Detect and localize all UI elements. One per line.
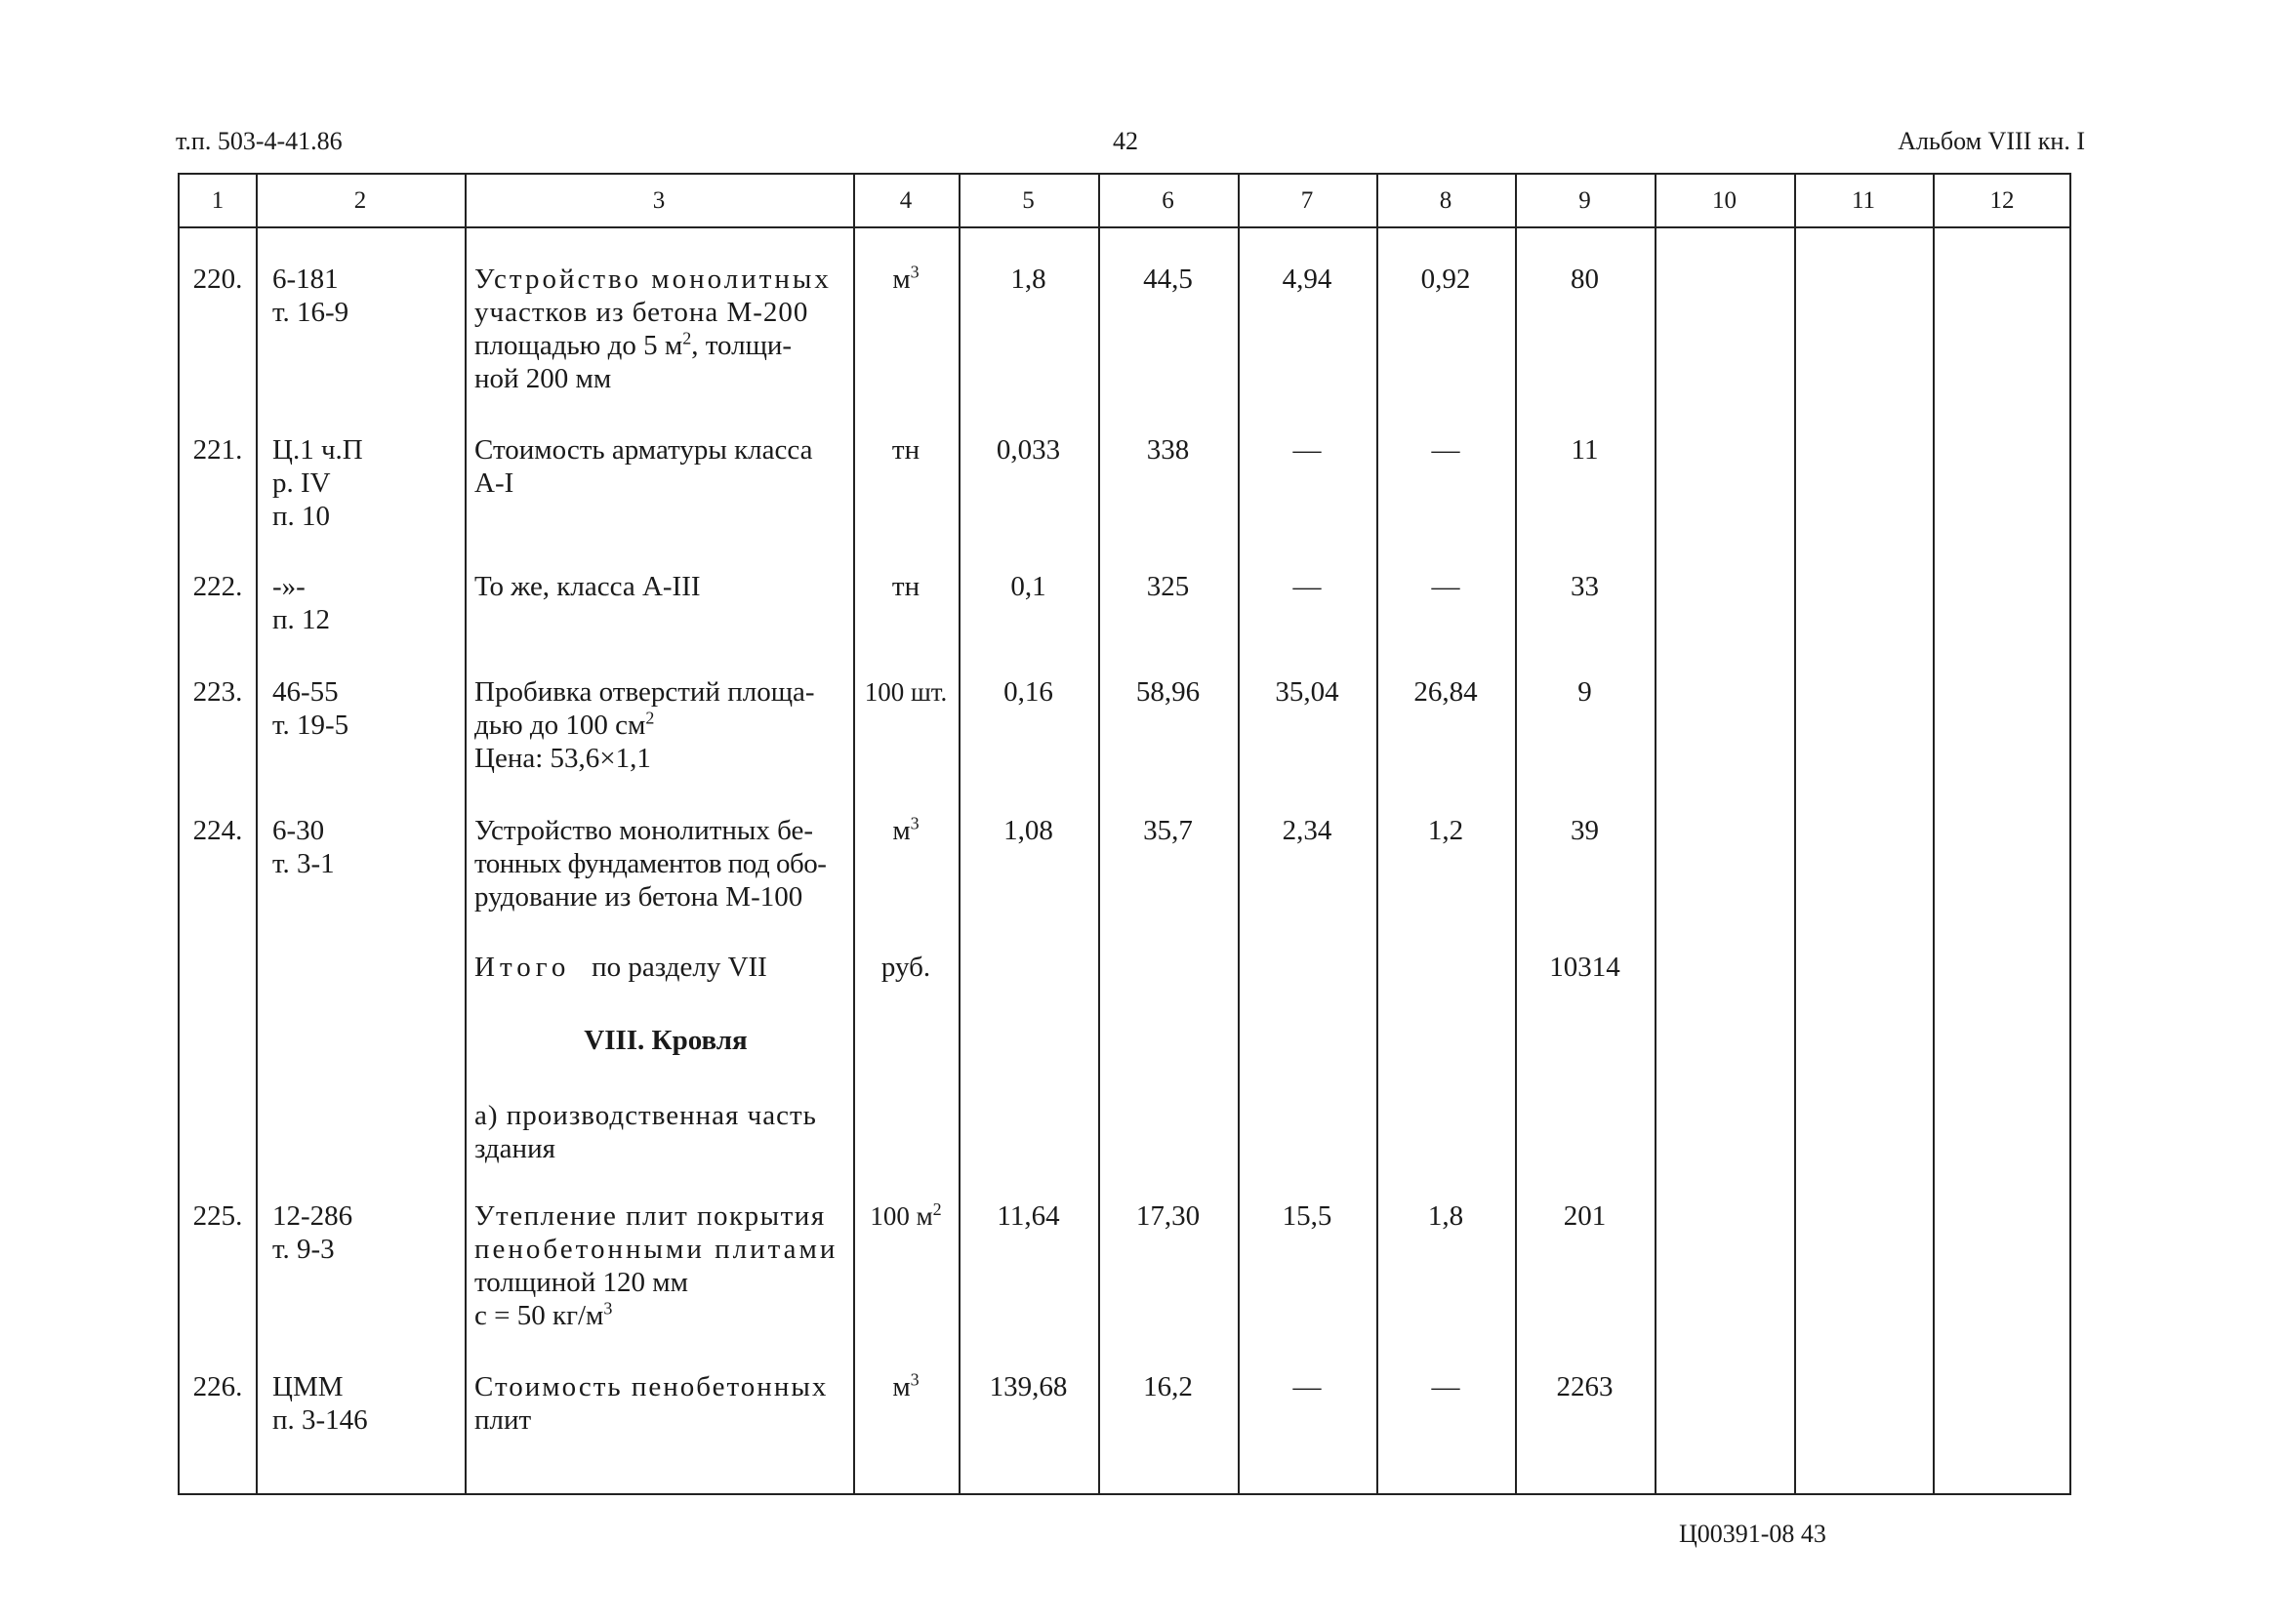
description-line: Цена: 53,6×1,1 xyxy=(474,743,651,774)
column-divider xyxy=(256,175,258,1493)
value-col8: 26,84 xyxy=(1413,676,1478,708)
work-description xyxy=(474,433,857,500)
section-title: VIII. Кровля xyxy=(584,1025,748,1056)
row-number: 221. xyxy=(192,434,243,466)
quantity: 1,08 xyxy=(1003,815,1053,846)
norm-code-line: 6-181 xyxy=(272,264,339,295)
norm-code xyxy=(272,570,468,636)
column-header: 7 xyxy=(1300,187,1314,214)
unit: $м^3$ xyxy=(892,813,920,846)
value-col6: 44,5 xyxy=(1143,264,1193,295)
norm-code xyxy=(272,1199,468,1266)
column-header: 6 xyxy=(1162,187,1174,214)
quantity: 11,64 xyxy=(997,1200,1060,1232)
norm-code-line: 12-286 xyxy=(272,1200,353,1232)
norm-code xyxy=(272,263,468,329)
quantity: 1,8 xyxy=(1010,264,1046,295)
footer-code: Ц00391-08 43 xyxy=(1679,1520,1826,1548)
value-col8: 1,8 xyxy=(1427,1200,1464,1232)
description-line: ной 200 мм xyxy=(474,363,612,394)
estimate-table xyxy=(178,173,2071,1495)
description-line: То же, класса А-III xyxy=(474,571,701,602)
unit: 100 шт. xyxy=(864,677,948,707)
description-line: Стоимость пенобетонных xyxy=(474,1371,829,1402)
total-label: Итого по разделу VII xyxy=(474,952,767,983)
work-description xyxy=(474,570,857,603)
value-col9: 33 xyxy=(1571,571,1599,602)
value-col9: 9 xyxy=(1577,676,1592,708)
value-col7: 35,04 xyxy=(1275,676,1339,708)
value-col7: 2,34 xyxy=(1282,815,1332,846)
unit: $м^3$ xyxy=(892,262,920,295)
column-header: 2 xyxy=(353,187,367,214)
column-header: 9 xyxy=(1578,187,1591,214)
value-col6: 17,30 xyxy=(1135,1200,1201,1232)
quantity: 0,033 xyxy=(996,434,1061,466)
description-line: плит xyxy=(474,1404,532,1436)
description-line: Стоимость арматуры класса xyxy=(474,434,813,466)
row-number: 223. xyxy=(192,676,243,708)
value-col8: — xyxy=(1431,571,1460,602)
description-line: участков из бетона М-200 xyxy=(474,297,809,328)
norm-code-line: т. 9-3 xyxy=(272,1234,335,1265)
column-header: 12 xyxy=(1989,187,2015,214)
unit: $м^3$ xyxy=(892,1369,920,1402)
quantity: 0,1 xyxy=(1010,571,1046,602)
subtitle-line: а) производственная часть xyxy=(474,1100,817,1131)
norm-code-line: т. 19-5 xyxy=(272,710,349,741)
value-col9: 39 xyxy=(1571,815,1599,846)
document-code: т.п. 503-4-41.86 xyxy=(176,127,343,155)
total-unit: руб. xyxy=(880,952,931,983)
subtitle-line: здания xyxy=(474,1133,555,1164)
unit: 100 $м^2$ xyxy=(870,1199,942,1231)
row-number: 224. xyxy=(192,815,243,846)
work-description xyxy=(474,1370,857,1437)
norm-code xyxy=(272,814,468,880)
norm-code-line: п. 10 xyxy=(272,501,331,532)
row-number: 222. xyxy=(192,571,243,602)
value-col7: 15,5 xyxy=(1282,1200,1332,1232)
value-col9: 80 xyxy=(1571,264,1599,295)
norm-code-line: п. 3-146 xyxy=(272,1404,368,1436)
value-col9: 201 xyxy=(1563,1200,1607,1232)
value-col8: 1,2 xyxy=(1427,815,1464,846)
row-number: 226. xyxy=(192,1371,243,1402)
quantity: 0,16 xyxy=(1003,676,1053,708)
description-line: дью до 100 $см^2$ xyxy=(474,708,655,741)
norm-code-line: 6-30 xyxy=(272,815,325,846)
work-description xyxy=(474,814,857,914)
description-line: Устройство монолитных бе- xyxy=(474,815,814,846)
column-header: 11 xyxy=(1851,187,1876,214)
album-label: Альбом VIII кн. I xyxy=(1898,127,2085,155)
norm-code xyxy=(272,1370,468,1437)
column-header: 5 xyxy=(1022,187,1035,214)
value-col7: — xyxy=(1292,571,1322,602)
value-col7: — xyxy=(1292,1371,1322,1402)
column-header: 1 xyxy=(211,187,225,214)
description-line: толщиной 120 мм xyxy=(474,1267,688,1298)
description-line: Устройство монолитных xyxy=(474,264,832,295)
value-col7: — xyxy=(1292,434,1322,466)
column-header: 3 xyxy=(652,187,666,214)
section-subtitle xyxy=(474,1099,857,1165)
description-line: Пробивка отверстий площа- xyxy=(474,676,815,708)
work-description xyxy=(474,263,857,395)
description-line: тонных фундаментов под обо- xyxy=(474,848,827,879)
unit: тн xyxy=(891,571,920,602)
norm-code xyxy=(272,433,468,533)
work-description xyxy=(474,675,857,775)
column-divider xyxy=(1794,175,1796,1493)
norm-code-line: -»- xyxy=(272,571,306,602)
quantity: 139,68 xyxy=(989,1371,1068,1402)
description-line: пенобетонными плитами xyxy=(474,1234,838,1265)
value-col6: 35,7 xyxy=(1143,815,1193,846)
row-number: 220. xyxy=(192,264,243,295)
norm-code-line: п. 12 xyxy=(272,604,331,635)
norm-code-line: 46-55 xyxy=(272,676,339,708)
description-line: с = 50 $кг/м^3$ xyxy=(474,1298,613,1331)
page-number: 42 xyxy=(1113,127,1138,155)
unit: тн xyxy=(891,434,920,466)
work-description xyxy=(474,1199,857,1332)
column-divider xyxy=(1933,175,1935,1493)
value-col6: 16,2 xyxy=(1143,1371,1193,1402)
value-col8: 0,92 xyxy=(1420,264,1471,295)
value-col6: 58,96 xyxy=(1135,676,1201,708)
norm-code-line: ЦММ xyxy=(272,1371,344,1402)
column-header: 4 xyxy=(899,187,913,214)
total-value: 10314 xyxy=(1549,952,1620,983)
norm-code-line: т. 16-9 xyxy=(272,297,349,328)
value-col9: 2263 xyxy=(1556,1371,1614,1402)
norm-code xyxy=(272,675,468,742)
norm-code-line: т. 3-1 xyxy=(272,848,335,879)
value-col8: — xyxy=(1431,1371,1460,1402)
column-header: 10 xyxy=(1712,187,1737,214)
value-col9: 11 xyxy=(1571,434,1599,466)
norm-code-line: Ц.1 ч.П xyxy=(272,434,363,466)
description-line: Утепление плит покрытия xyxy=(474,1200,826,1232)
column-number-row xyxy=(180,175,2069,228)
value-col6: 325 xyxy=(1146,571,1190,602)
value-col8: — xyxy=(1431,434,1460,466)
value-col6: 338 xyxy=(1146,434,1190,466)
description-line: рудование из бетона М-100 xyxy=(474,881,803,913)
description-line: площадью до 5 $м^2$, толщи- xyxy=(474,328,793,361)
row-number: 225. xyxy=(192,1200,243,1232)
description-line: А-I xyxy=(474,467,514,499)
norm-code-line: р. IV xyxy=(272,467,331,499)
column-divider xyxy=(1655,175,1656,1493)
value-col7: 4,94 xyxy=(1282,264,1332,295)
column-header: 8 xyxy=(1439,187,1452,214)
